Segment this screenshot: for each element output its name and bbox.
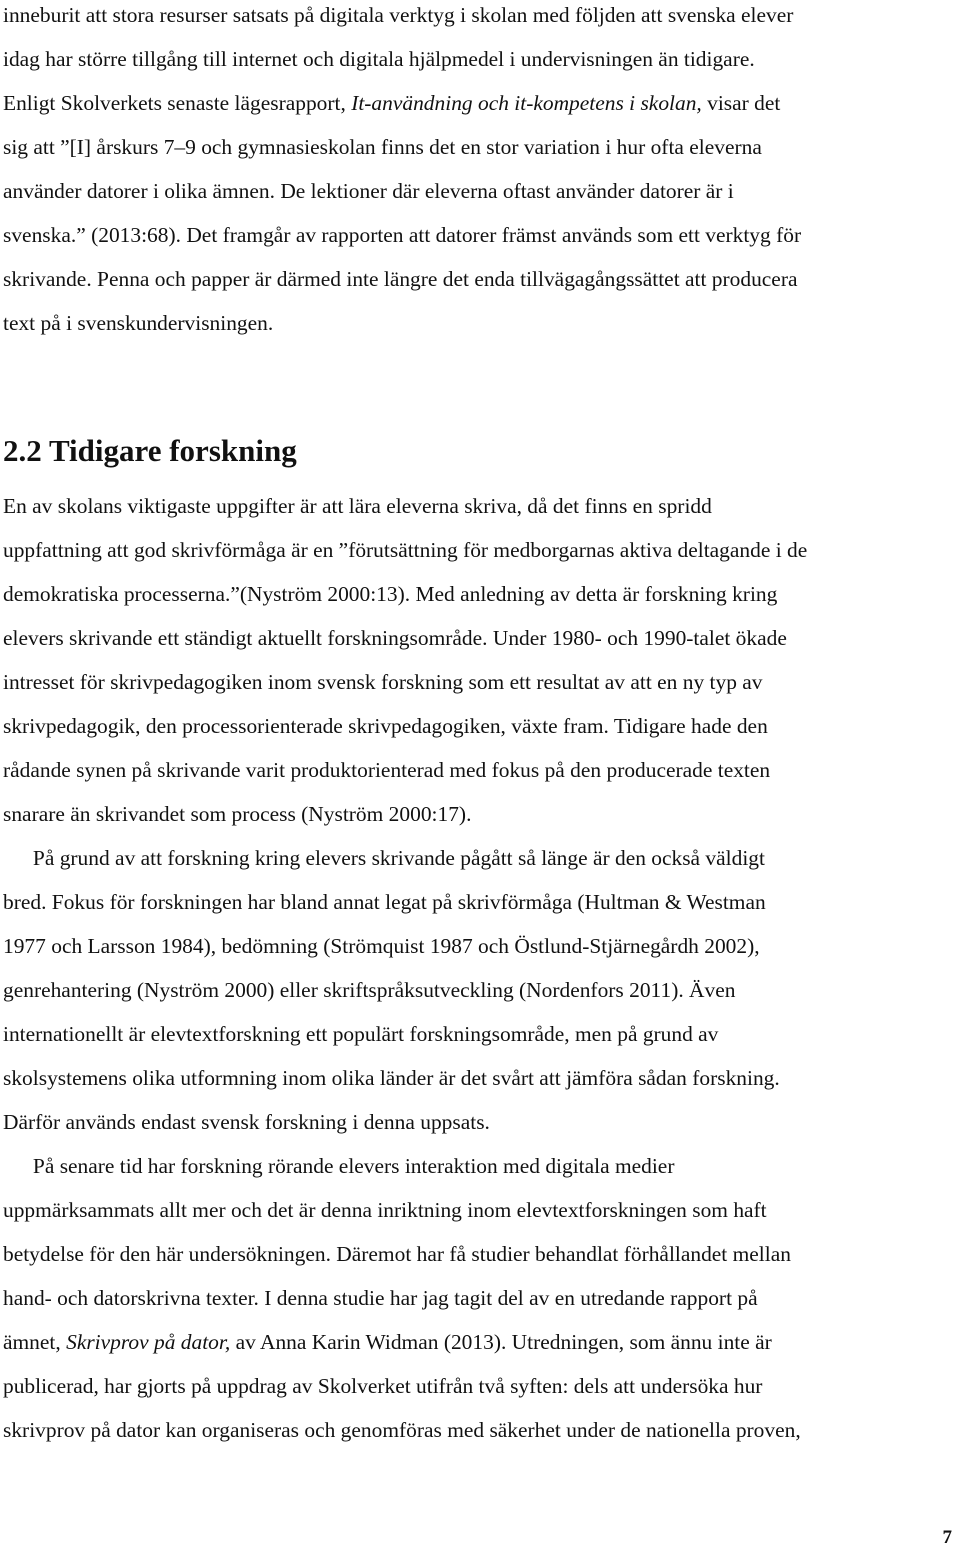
text-line: 1977 och Larsson 1984), bedömning (Strömquist 1987 och Östlund-Stjärnegårdh 2002), bbox=[3, 934, 760, 958]
text-line: En av skolans viktigaste uppgifter är att lära eleverna skriva, då det finns en spridd bbox=[3, 494, 712, 518]
text-line: publicerad, har gjorts på uppdrag av Skolverket utifrån två syften: dels att undersöka hur bbox=[3, 1374, 763, 1398]
text-line: demokratiska processerna.”(Nyström 2000:13). Med anledning av detta är forskning kring bbox=[3, 582, 778, 606]
text-line: idag har större tillgång till internet och digitala hjälpmedel i undervisningen än tidigare. bbox=[3, 47, 755, 71]
report-title: It-användning och it-kompetens i skolan, bbox=[351, 91, 702, 115]
text-line: Enligt Skolverkets senaste lägesrapport, It-användning och it-kompetens i skolan, visar det bbox=[3, 91, 781, 115]
text-line: På grund av att forskning kring elevers skrivande pågått så länge är den också väldigt bbox=[32, 846, 765, 870]
text-line: snarare än skrivandet som process (Nyström 2000:17). bbox=[3, 802, 472, 826]
text-line: skrivprov på dator kan organiseras och genomföras med säkerhet under de nationella proven, bbox=[3, 1418, 801, 1442]
text-line: skrivande. Penna och papper är därmed inte längre det enda tillvägagångssättet att producera bbox=[3, 267, 798, 291]
text-line: betydelse för den här undersökningen. Däremot har få studier behandlat förhållandet mellan bbox=[3, 1242, 791, 1266]
text-line: På senare tid har forskning rörande elevers interaktion med digitala medier bbox=[32, 1154, 675, 1178]
text-line: bred. Fokus för forskningen har bland annat legat på skrivförmåga (Hultman & Westman bbox=[3, 890, 766, 914]
section-heading: 2.2 Tidigare forskning bbox=[3, 433, 297, 468]
text-line: uppmärksammats allt mer och det är denna inriktning inom elevtextforskningen som haft bbox=[3, 1198, 767, 1222]
text-line: hand- och datorskrivna texter. I denna studie har jag tagit del av en utredande rapport på bbox=[3, 1286, 758, 1310]
text-line: sig att ”[I] årskurs 7–9 och gymnasieskolan finns det en stor variation i hur ofta eleverna bbox=[3, 135, 762, 159]
text-line: rådande synen på skrivande varit produktorienterad med fokus på den producerade texten bbox=[3, 758, 771, 782]
research-section bbox=[3, 484, 958, 1452]
text-line: elevers skrivande ett ständigt aktuellt forskningsområde. Under 1980- och 1990-talet ökade bbox=[3, 626, 787, 650]
text-line: internationellt är elevtextforskning ett populärt forskningsområde, men på grund av bbox=[3, 1022, 719, 1046]
text-line: intresset för skrivpedagogiken inom svensk forskning som ett resultat av att en ny typ av bbox=[3, 670, 763, 694]
text-line: Därför används endast svensk forskning i denna uppsats. bbox=[3, 1110, 490, 1134]
text-line: skrivpedagogik, den processorienterade skrivpedagogiken, växte fram. Tidigare hade den bbox=[3, 714, 768, 738]
text-line: uppfattning att god skrivförmåga är en ”förutsättning för medborgarnas aktiva deltagande i de bbox=[3, 538, 808, 562]
text-line: svenska.” (2013:68). Det framgår av rapporten att datorer främst används som ett verktyg för bbox=[3, 223, 802, 247]
text-line: använder datorer i olika ämnen. De lektioner där eleverna oftast använder datorer är i bbox=[3, 179, 734, 203]
text-line: inneburit att stora resurser satsats på digitala verktyg i skolan med följden att svenska elever bbox=[3, 3, 794, 27]
text-line: genrehantering (Nyström 2000) eller skriftspråksutveckling (Nordenfors 2011). Även bbox=[3, 978, 736, 1002]
text-line: text på i svenskundervisningen. bbox=[3, 311, 274, 335]
report-title: Skrivprov på dator, bbox=[66, 1330, 231, 1354]
text-line: skolsystemens olika utformning inom olika länder är det svårt att jämföra sådan forskning. bbox=[3, 1066, 780, 1090]
page-number: 7 bbox=[942, 1527, 952, 1548]
text-line: ämnet, Skrivprov på dator, av Anna Karin Widman (2013). Utredningen, som ännu inte är bbox=[3, 1330, 772, 1354]
intro-paragraph bbox=[3, 0, 958, 345]
